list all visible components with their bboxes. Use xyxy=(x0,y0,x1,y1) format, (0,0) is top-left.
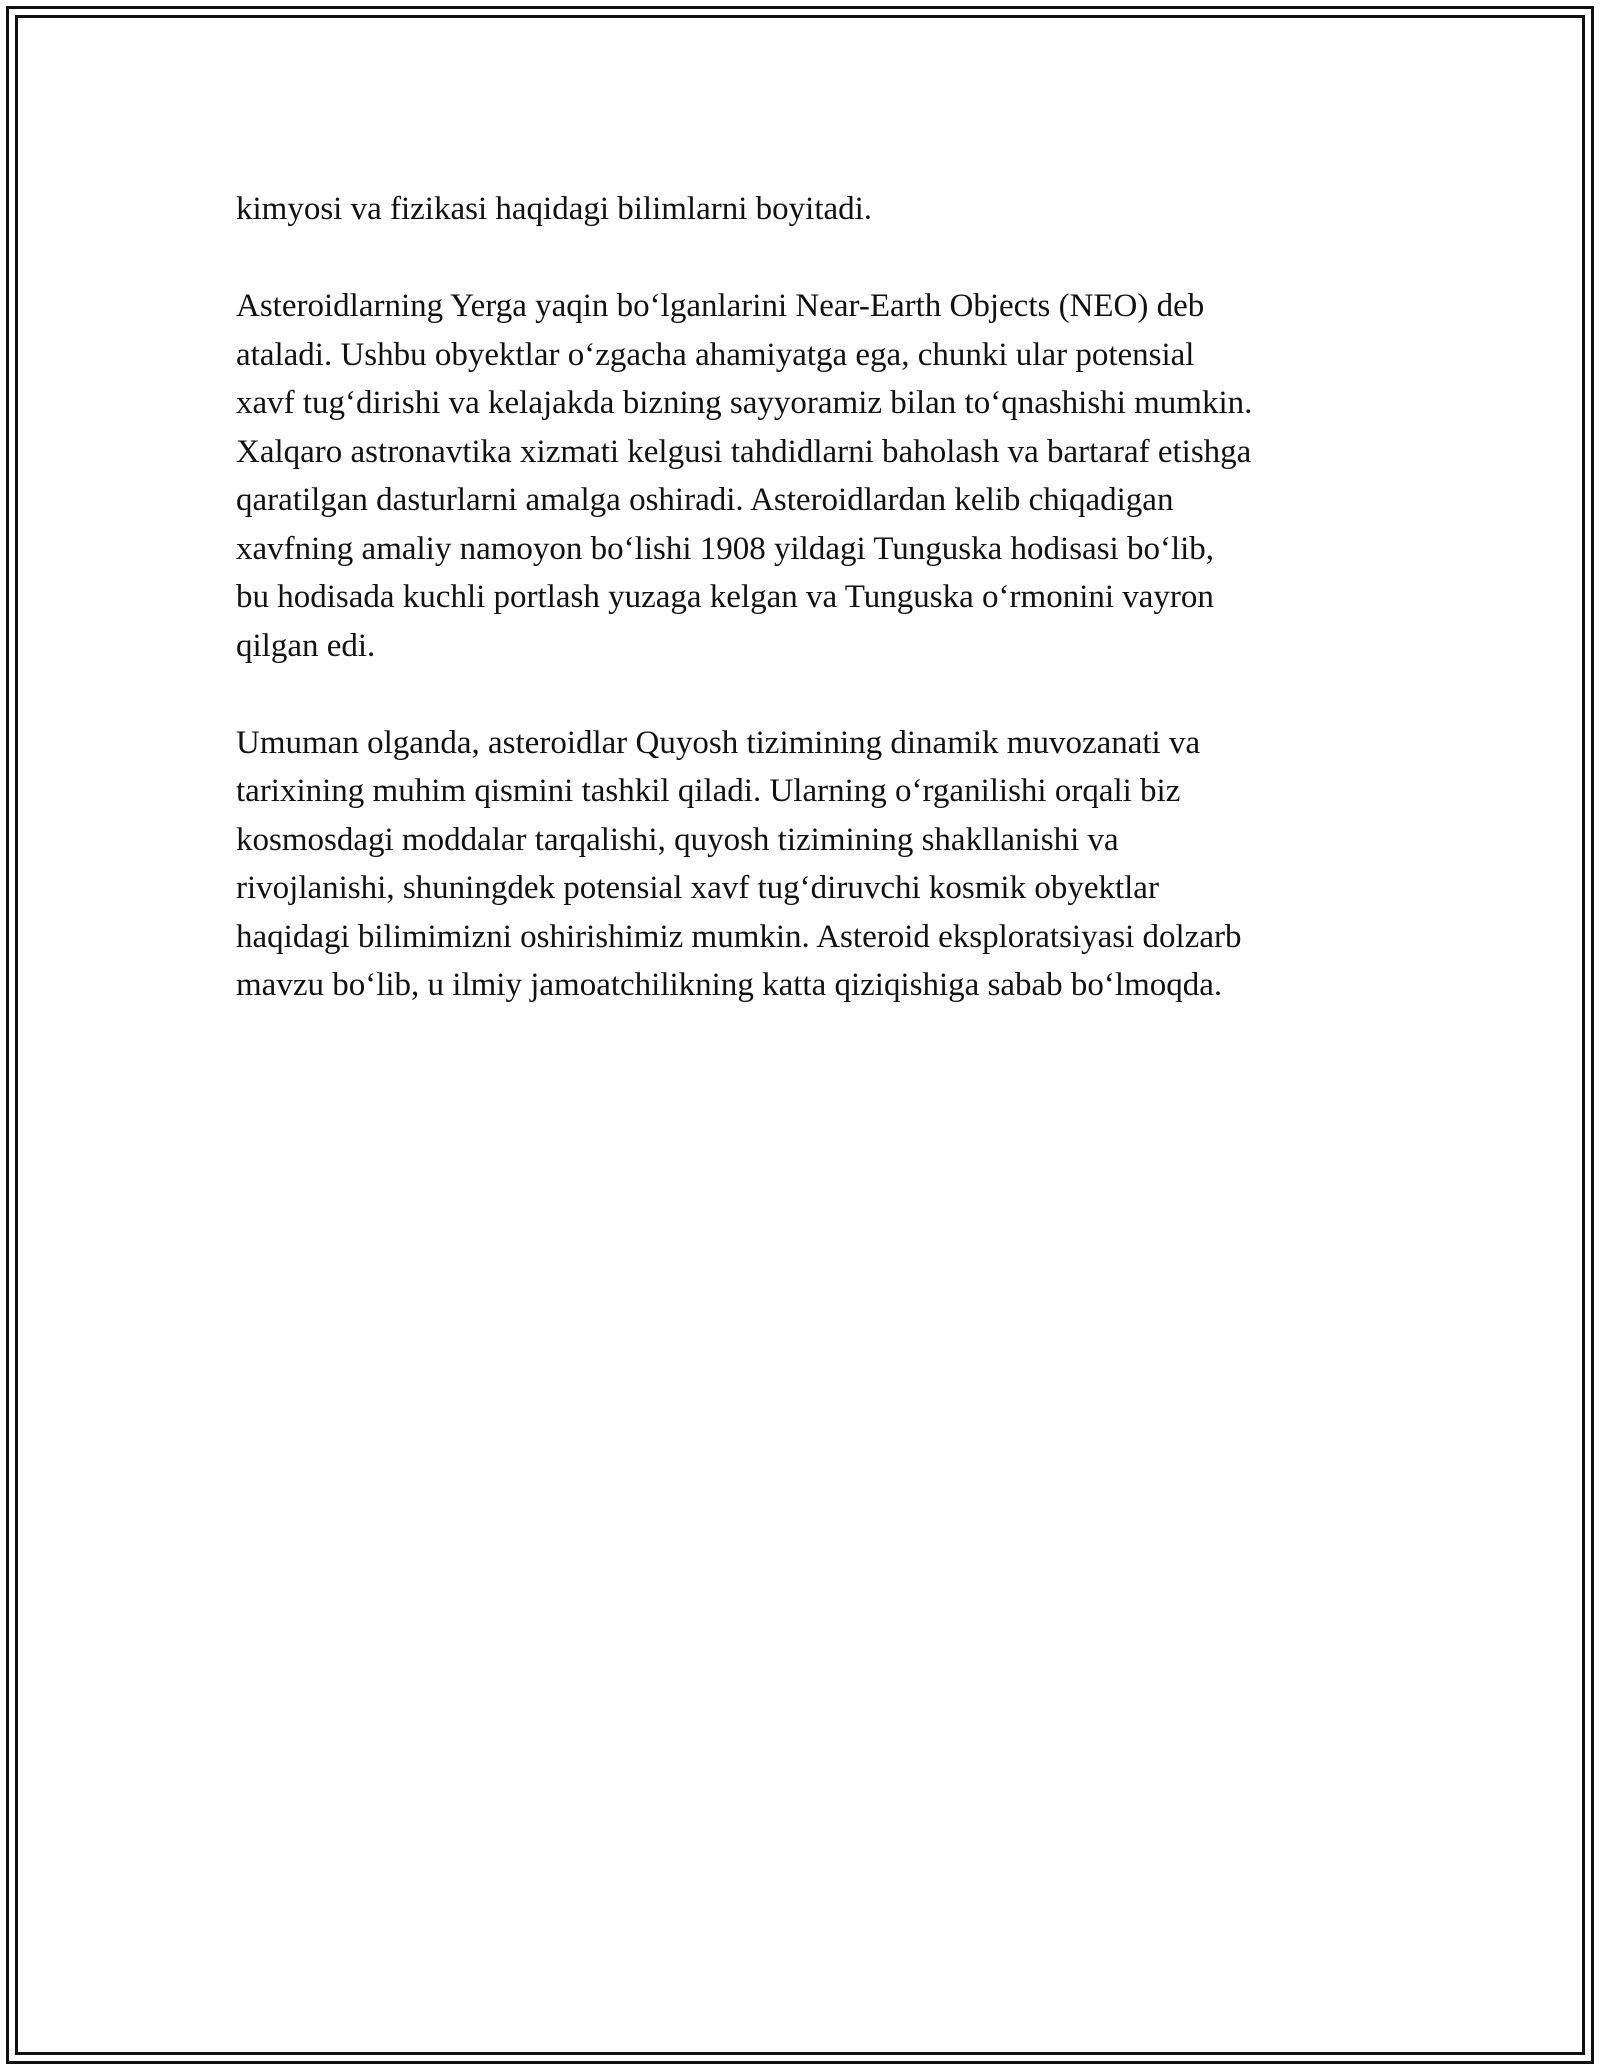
paragraph-conclusion: Umuman olganda, asteroidlar Quyosh tizimining dinamik muvozanati va tarixining muhim qismini tashkil qiladi. Ularning o‘rganilishi orqali biz kosmosdagi moddalar tarqalishi, quyosh tizimining shakllanishi va rivojlanishi, shuningdek potensial xavf tug‘diruvchi kosmik obyektlar haqidagi bilimimizni oshirishimiz mumkin. Asteroid eksploratsiyasi dolzarb mavzu bo‘lib, u ilmiy jamoatchilikning katta qiziqishiga sabab bo‘lmoqda. xyxy=(236,724,1242,1003)
document-body xyxy=(236,185,1376,1058)
paragraph-neo: Asteroidlarning Yerga yaqin bo‘lganlarini Near-Earth Objects (NEO) deb ataladi. Ushbu obyektlar o‘zgacha ahamiyatga ega, chunki ular potensial xavf tug‘dirishi va kelajakda bizning sayyoramiz bilan to‘qnashishi mumkin. Xalqaro astronavtika xizmati kelgusi tahdidlarni baholash va bartaraf etishga qaratilgan dasturlarni amalga oshiradi. Asteroidlardan kelib chiqadigan xavfning amaliy namoyon bo‘lishi 1908 yildagi Tunguska hodisasi bo‘lib, bu hodisada kuchli portlash yuzaga kelgan va Tunguska o‘rmonini vayron qilgan edi. xyxy=(236,288,1253,664)
paragraph-continuation: kimyosi va fizikasi haqidagi bilimlarni boyitadi. xyxy=(236,191,873,227)
